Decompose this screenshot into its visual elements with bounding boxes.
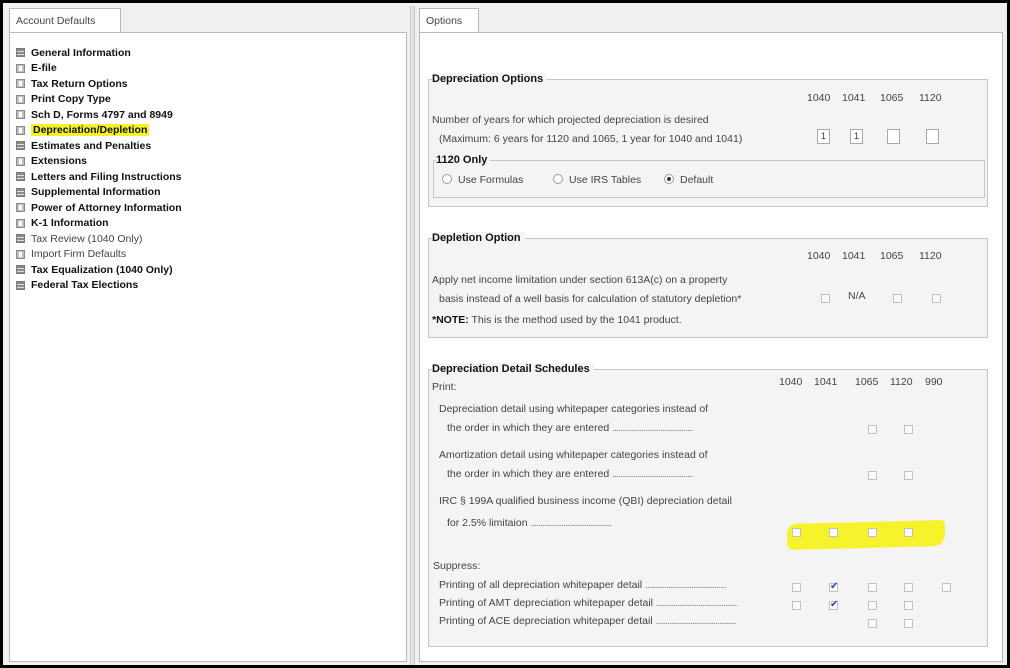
radio-default[interactable] <box>664 174 713 186</box>
column-header-1065: 1065 <box>880 92 904 104</box>
depletion-1120-checkbox[interactable] <box>932 294 941 303</box>
qbi-1040-checkbox[interactable] <box>792 528 801 537</box>
tree-item[interactable] <box>16 169 406 185</box>
suppress-amt-1065-checkbox[interactable] <box>868 601 877 610</box>
projected-years-label: Number of years for which projected depreciation is desired <box>432 114 709 126</box>
column-header-990: 990 <box>925 376 943 388</box>
suppress-amt-label <box>439 597 736 609</box>
detail-schedules-title: Depreciation Detail Schedules <box>432 363 594 375</box>
tree-item-label: K-1 Information <box>31 217 109 230</box>
radio-selected-icon[interactable] <box>664 174 674 184</box>
amortization-whitepaper-label-cont <box>447 468 693 480</box>
tree-item-label: Letters and Filing Instructions <box>31 170 182 183</box>
qbi-1041-checkbox[interactable] <box>829 528 838 537</box>
tree-item[interactable] <box>16 278 406 294</box>
dot-leader: .......................................... <box>612 468 693 480</box>
column-header-1120: 1120 <box>919 92 942 104</box>
column-header-1041: 1041 <box>842 250 866 262</box>
qbi-1120-checkbox[interactable] <box>904 528 913 537</box>
depletion-option-group <box>428 232 988 338</box>
suppress-all-990-checkbox[interactable] <box>942 583 951 592</box>
document-icon <box>16 203 25 212</box>
column-header-1040: 1040 <box>807 92 831 104</box>
tree-item[interactable] <box>16 200 406 216</box>
tree-item-label: Power of Attorney Information <box>31 201 182 214</box>
radio-label: Default <box>680 174 714 186</box>
column-header-1120: 1120 <box>890 376 913 388</box>
1120-only-title: 1120 Only <box>436 154 490 166</box>
net-income-limitation-label-cont: basis instead of a well basis for calculation of statutory depletion* <box>439 293 742 305</box>
tree-item-label: Tax Review (1040 Only) <box>31 232 143 245</box>
folder-icon <box>16 48 25 57</box>
document-icon <box>16 110 25 119</box>
radio-icon[interactable] <box>553 174 563 184</box>
radio-use-formulas[interactable] <box>442 174 523 186</box>
print-label: Print: <box>432 381 457 393</box>
tree-item[interactable] <box>16 92 406 108</box>
options-pane <box>415 6 1007 665</box>
document-icon <box>16 79 25 88</box>
tree-item-label: Tax Equalization (1040 Only) <box>31 263 173 276</box>
column-header-1065: 1065 <box>855 376 879 388</box>
account-defaults-tree <box>10 33 406 293</box>
document-icon <box>16 157 25 166</box>
dot-leader: .......................................... <box>645 579 726 591</box>
amortization-whitepaper-1065-checkbox[interactable] <box>868 471 877 480</box>
dot-leader: .......................................... <box>655 615 737 627</box>
suppress-label: Suppress: <box>433 560 481 572</box>
dot-leader: .......................................... <box>530 517 611 529</box>
document-icon <box>16 64 25 73</box>
tree-item-label: Import Firm Defaults <box>31 248 127 261</box>
row-text: Printing of all depreciation whitepaper detail <box>439 579 643 591</box>
tree-item[interactable] <box>16 61 406 77</box>
projected-years-maximum-note: (Maximum: 6 years for 1120 and 1065, 1 year for 1040 and 1041) <box>439 133 743 145</box>
projected-years-1120-input[interactable] <box>926 129 939 144</box>
qbi-depreciation-label-cont <box>447 517 611 529</box>
tree-item-label: Sch D, Forms 4797 and 8949 <box>31 108 173 121</box>
projected-years-1040-input[interactable]: 1 <box>817 129 830 144</box>
account-defaults-tree-panel <box>9 32 407 662</box>
radio-icon[interactable] <box>442 174 452 184</box>
dot-leader: .......................................... <box>655 597 737 609</box>
suppress-ace-label <box>439 615 736 627</box>
qbi-1065-checkbox[interactable] <box>868 528 877 537</box>
account-defaults-pane <box>6 6 410 665</box>
amortization-whitepaper-1120-checkbox[interactable] <box>904 471 913 480</box>
suppress-all-1065-checkbox[interactable] <box>868 583 877 592</box>
row-text: the order in which they are entered <box>447 468 610 480</box>
tree-item-label: Federal Tax Elections <box>31 279 139 292</box>
folder-icon <box>16 188 25 197</box>
suppress-all-1120-checkbox[interactable] <box>904 583 913 592</box>
tree-item[interactable] <box>16 154 406 170</box>
folder-icon <box>16 141 25 150</box>
row-text: Printing of ACE depreciation whitepaper detail <box>439 615 653 627</box>
tab-options[interactable]: Options <box>419 8 479 32</box>
tree-item-label: E-file <box>31 62 57 75</box>
note-text: This is the method used by the 1041 product. <box>471 314 682 326</box>
document-icon <box>16 95 25 104</box>
tree-item[interactable] <box>16 185 406 201</box>
depreciation-whitepaper-1120-checkbox[interactable] <box>904 425 913 434</box>
folder-icon <box>16 234 25 243</box>
folder-icon <box>16 265 25 274</box>
document-icon <box>16 250 25 259</box>
projected-years-1041-input[interactable]: 1 <box>850 129 863 144</box>
depreciation-options-group <box>428 73 988 207</box>
document-icon <box>16 126 25 135</box>
tab-account-defaults[interactable]: Account Defaults <box>9 8 121 32</box>
options-panel <box>419 32 1003 662</box>
depletion-1065-checkbox[interactable] <box>893 294 902 303</box>
1120-only-group <box>433 154 985 198</box>
depletion-1041-na: N/A <box>848 290 866 302</box>
column-header-1040: 1040 <box>779 376 803 388</box>
suppress-amt-1041-checkbox[interactable] <box>829 601 838 610</box>
amortization-whitepaper-label: Amortization detail using whitepaper categories instead of <box>439 449 708 461</box>
note-label: *NOTE: <box>432 314 469 326</box>
folder-icon <box>16 172 25 181</box>
depreciation-options-title: Depreciation Options <box>432 73 547 85</box>
depreciation-whitepaper-label-cont <box>447 422 693 434</box>
radio-use-irs-tables[interactable] <box>553 174 641 186</box>
tree-item-label: General Information <box>31 46 131 59</box>
row-text: Printing of AMT depreciation whitepaper detail <box>439 597 654 609</box>
tree-item-label: Print Copy Type <box>31 93 111 106</box>
column-header-1040: 1040 <box>807 250 831 262</box>
suppress-ace-1065-checkbox[interactable] <box>868 619 877 628</box>
dot-leader: .......................................... <box>612 422 693 434</box>
qbi-depreciation-label: IRC § 199A qualified business income (QBI) depreciation detail <box>439 495 732 507</box>
column-header-1041: 1041 <box>842 92 866 104</box>
depreciation-whitepaper-label: Depreciation detail using whitepaper categories instead of <box>439 403 709 415</box>
projected-years-1065-input[interactable] <box>887 129 900 144</box>
tree-item[interactable] <box>16 247 406 263</box>
tree-item[interactable] <box>16 76 406 92</box>
suppress-ace-1120-checkbox[interactable] <box>904 619 913 628</box>
column-header-1041: 1041 <box>814 376 838 388</box>
suppress-all-1040-checkbox[interactable] <box>792 583 801 592</box>
suppress-all-label <box>439 579 726 591</box>
tree-item[interactable] <box>16 262 406 278</box>
depletion-option-title: Depletion Option <box>432 232 525 244</box>
yellow-highlight-mark <box>787 520 946 550</box>
depletion-note <box>432 314 682 326</box>
depletion-1040-checkbox[interactable] <box>821 294 830 303</box>
tree-item[interactable] <box>16 123 406 139</box>
column-header-1120: 1120 <box>919 250 942 262</box>
column-header-1065: 1065 <box>880 250 904 262</box>
tree-item[interactable] <box>16 138 406 154</box>
document-icon <box>16 219 25 228</box>
tree-item-label: Estimates and Penalties <box>31 139 152 152</box>
suppress-all-1041-checkbox[interactable] <box>829 583 838 592</box>
tree-item[interactable] <box>16 107 406 123</box>
depreciation-detail-schedules-group <box>428 363 988 647</box>
tree-item[interactable] <box>16 216 406 232</box>
tree-item[interactable] <box>16 231 406 247</box>
radio-label: Use Formulas <box>458 174 524 186</box>
tree-item-label: Supplemental Information <box>31 186 161 199</box>
depreciation-whitepaper-1065-checkbox[interactable] <box>868 425 877 434</box>
tree-item-label: Extensions <box>31 155 88 168</box>
tree-item[interactable] <box>16 45 406 61</box>
tree-item-label: Depreciation/Depletion <box>33 124 148 137</box>
folder-icon <box>16 281 25 290</box>
suppress-amt-1040-checkbox[interactable] <box>792 601 801 610</box>
row-text: for 2.5% limitaion <box>447 517 528 529</box>
tree-item-label: Tax Return Options <box>31 77 128 90</box>
suppress-amt-1120-checkbox[interactable] <box>904 601 913 610</box>
net-income-limitation-label: Apply net income limitation under section 613A(c) on a property <box>432 274 728 286</box>
row-text: the order in which they are entered <box>447 422 610 434</box>
radio-label: Use IRS Tables <box>569 174 642 186</box>
